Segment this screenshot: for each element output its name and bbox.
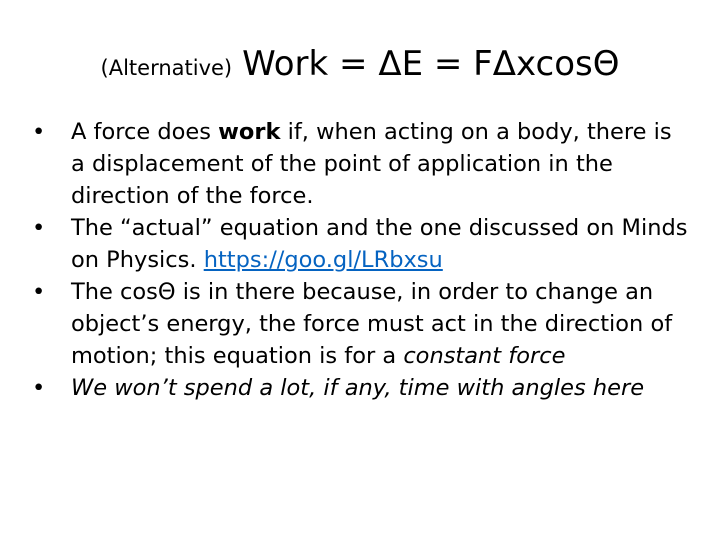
bullet-item-angles-note [32,372,692,404]
bullet-marker-icon: • [32,215,46,241]
bullet-list [32,116,692,404]
bullet-bold-term: work [218,119,281,145]
bullet-marker-icon: • [32,375,46,401]
bullet-text: if, when acting on a body, there is a displacement of the point of application in the direction of the force. [71,119,672,209]
bullet-text: We won’t spend a lot, if any, time with angles here [71,375,645,401]
bullet-italic-term: constant force [403,343,566,369]
bullet-item-actual-equation [32,212,692,276]
title-equation: Work = ΔE = FΔxcosΘ [242,44,620,84]
bullet-item-work-definition [32,116,692,212]
slide-title [0,44,720,84]
bullet-text: The cosΘ is in there because, in order to change an object’s energy, the force must act in the direction of motion; this equation is for a [71,279,673,369]
minds-on-physics-link[interactable]: https://goo.gl/LRbxsu [203,247,443,273]
bullet-marker-icon: • [32,119,46,145]
bullet-text: The “actual” equation and the one discussed on Minds on Physics. [71,215,688,273]
title-prefix: (Alternative) [100,56,233,80]
bullet-marker-icon: • [32,279,46,305]
bullet-item-cos-explanation [32,276,692,372]
bullet-text: A force does [71,119,219,145]
